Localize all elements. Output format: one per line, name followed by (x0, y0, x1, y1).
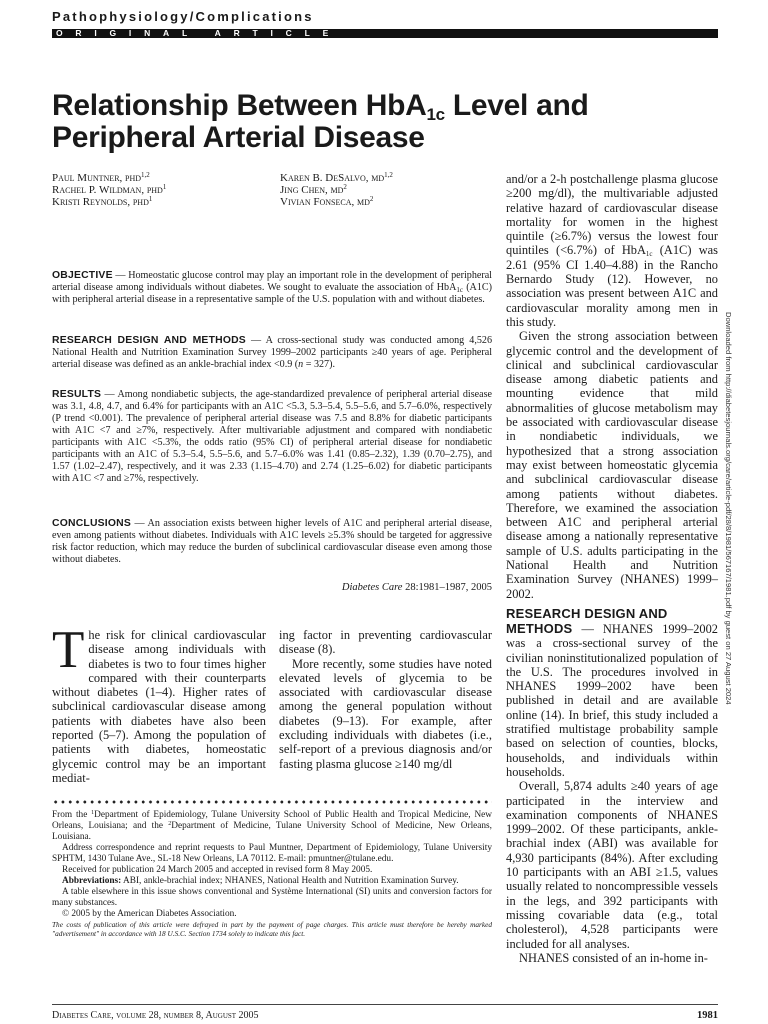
rdm-section (506, 606, 718, 965)
body-column-3 (506, 172, 718, 601)
body-paragraph: and/or a 2-h postchallenge plasma glucose ≥200 mg/dl), the multivariable adjusted relative hazard of cardiovascular disease mortality for women in the highest quintile (≥6.7%) versus the lowest four quintiles (<6.7%) of HbA$_{1c}$ (A1C) was 2.61 (95% CI 1.40–4.88) in the Rancho Bernardo Study (12). However, no association was present between A1C and cardiovascular morality among men in this study. (506, 172, 718, 329)
download-watermark (724, 312, 739, 774)
received-date: Received for publication 24 March 2005 and accepted in revised form 8 May 2005. (62, 865, 373, 875)
drop-cap: T (52, 621, 85, 679)
section-label: Pathophysiology/Complications (52, 9, 314, 24)
footnote-divider (52, 800, 492, 804)
footer-journal-info: Diabetes Care, volume 28, number 8, August 2005 (52, 1010, 259, 1021)
page-number: 1981 (697, 1010, 718, 1021)
title-line1-pre: Relationship Between HbA (52, 89, 427, 122)
intro-paragraph: The risk for clinical cardiovascular disease among individuals with diabetes is two to four times higher compared with their counterparts without diabetes (1–4). Higher rates of subclinical cardiovascular disease among patients with diabetes have also been reported (5–7). Among the population of patients with diabetes, homeostatic glycemic control may be an important mediat- (52, 621, 266, 785)
section-heading: METHODS (506, 621, 573, 636)
abstract-methods: RESEARCH DESIGN AND METHODS — A cross-sectional study was conducted among 4,526 National Health and Nutrition Examination Survey 1999–2002 participants ≥40 years of age. Peripheral arterial disease was defined as an ankle-brachial index <0.9 (n = 327). (52, 335, 492, 370)
title-line2: Peripheral Arterial Disease (52, 121, 425, 154)
abstract-objective-label: OBJECTIVE (52, 270, 113, 281)
abbreviations: Abbreviations: ABI, ankle-brachial index; NHANES, National Health and Nutrition Examination Survey. (62, 876, 459, 886)
abstract-conclusions: CONCLUSIONS — An association exists between higher levels of A1C and peripheral arterial disease, even among patients without diabetes. Individuals with A1C levels ≥5.3% should be targeted for aggressive risk factor reduction, which may reduce the burden of subclinical cardiovascular disease even among those without diabetes. (52, 518, 492, 565)
correspondence: Address correspondence and reprint requests to Paul Muntner, Department of Epidemiology, Tulane University SPHTM, 1430 Tulane Ave., SL-18 New Orleans, LA 70112. E-mail: pmuntner@tulane.edu. (52, 843, 492, 864)
author: Rachel P. Wildman, phd$^1$ (52, 183, 167, 196)
author: Kristi Reynolds, phd$^1$ (52, 195, 153, 208)
abstract-methods-label: RESEARCH DESIGN AND METHODS (52, 335, 246, 346)
footer-rule (52, 1004, 718, 1005)
body-paragraph: NHANES consisted of an in-home in- (519, 950, 708, 965)
table-note: A table elsewhere in this issue shows conventional and Système International (SI) units and conversion factors for many substances. (52, 887, 492, 908)
abstract-results: RESULTS — Among nondiabetic subjects, the age-standardized prevalence of peripheral arterial disease was 3.1, 4.8, 4.7, and 6.4% for participants with an A1C <5.3, 5.3–5.4, 5.5–5.6, and 5.7–6.0%, respectively (P trend <0.001). The prevalence of peripheral arterial disease was 7.5 and 8.8% for diabetic participants with A1C <7 and ≥7%, respectively. After multivariable adjustment and compared with nondiabetic participants with A1C <5.3%, the odds ratio (95% CI) of peripheral arterial disease for nondiabetic participants with an A1C of 5.3–5.4, 5.5–5.6, and 5.7–6.0% was 1.41 (0.85–2.32), 1.39 (0.70–2.75), and 1.57 (1.02–2.47), respectively, and it was 2.33 (1.15–4.70) and 2.74 (1.25–6.02) for diabetic participants with A1C <7 and ≥7%, respectively. (52, 389, 492, 484)
body-column-2 (279, 628, 492, 771)
authors-left (52, 172, 166, 208)
journal-citation: Diabetes Care 28:1981–1987, 2005 (341, 582, 492, 593)
article-title (52, 90, 722, 154)
author: Vivian Fonseca, $md^2$ (280, 195, 374, 208)
title-line1-post: Level and (444, 89, 589, 122)
section-heading: RESEARCH DESIGN AND (506, 606, 668, 621)
author: Paul Muntner, phd$^{1,2}$ (52, 171, 150, 184)
affiliations: From the $^1$Department of Epidemiology, Tulane University School of Public Health and Tropical Medicine, New Orleans, Louisiana; and the $^2$Department of Medicine, Tulane University School of Medicine, New Orleans, Louisiana. (52, 810, 493, 842)
abstract-conclusions-label: CONCLUSIONS (52, 518, 131, 529)
body-paragraph: METHODS — NHANES 1999–2002 was a cross-sectional survey of the civilian noninstitutionalized population of the U.S. The procedures involved in NHANES 1999–2002 have been published in detail and are available online (14). In brief, this study included a stratified multistage probability sample based on selection of counties, blocks, households, and individuals within households. (506, 621, 718, 779)
body-paragraph: Overall, 5,874 adults ≥40 years of age participated in the interview and examination components of NHANES 1999–2002. Of these participants, ankle-brachial index (ABI) was available for 4,930 participants (84%). After excluding 10 participants with an ABI ≥1.5, values usually related to noncompressible vessels in the legs, and 392 participants with missing covariable data (e.g., total cholesterol), 4,528 participants were included for all analyses. (506, 779, 718, 951)
abstract-results-label: RESULTS (52, 389, 102, 400)
body-paragraph: Given the strong association between glycemic control and the development of clinical and subclinical cardiovascular disease among diabetic patients and mounting evidence that mild abnormalities of glucose metabolism may be associated with cardiovascular disease in nondiabetic individuals, we hypothesized that a strong association may exist between homeostatic glycemia and subclinical cardiovascular disease among patients without diabetes. Therefore, we examined the association between A1C and peripheral arterial disease among a nationally representative sample of U.S. adults participating in the National Health and Nutrition Examination Survey (NHANES) 1999–2002. (506, 329, 718, 601)
body-paragraph: More recently, some studies have noted elevated levels of glycemia to be associated with cardiovascular disease among the general population without diabetes (9–13). For example, after excluding individuals with diabetes (i.e., self-report of a previous diagnosis and/or fasting plasma glucose ≥140 mg/dl (279, 656, 492, 771)
publication-costs-note: The costs of publication of this article were defrayed in part by the payment of page charges. This article must therefore be hereby marked "advertisement" in accordance with 18 U.S.C. Section 1734 solely to indicate this fact. (52, 920, 492, 938)
abstract-objective: OBJECTIVE — Homeostatic glucose control may play an important role in the development of peripheral arterial disease among individuals without diabetes. We sought to evaluate the association of HbA$_{1c}$ (A1C) with peripheral arterial disease in a representative sample of the U.S. population with and without diabetes. (52, 270, 492, 305)
title-line1-sub: 1c (426, 105, 445, 124)
body-paragraph: ing factor in preventing cardiovascular disease (8). (279, 628, 492, 657)
copyright: © 2005 by the American Diabetes Association. (62, 909, 237, 919)
article-type-label: ORIGINAL ARTICLE (56, 28, 342, 38)
author: Karen B. DeSalvo, md$^{1,2}$ (280, 171, 393, 184)
authors-right (280, 172, 393, 208)
footnotes (52, 810, 492, 938)
download-note: Downloaded from http://diabetesjournals.org/care/article-pdf/28/8/1981/567167/1981.pdf by guest on 27 August 2024 (724, 312, 733, 705)
body-column-1 (52, 621, 266, 785)
author: Jing Chen, $md^2$ (280, 183, 347, 196)
